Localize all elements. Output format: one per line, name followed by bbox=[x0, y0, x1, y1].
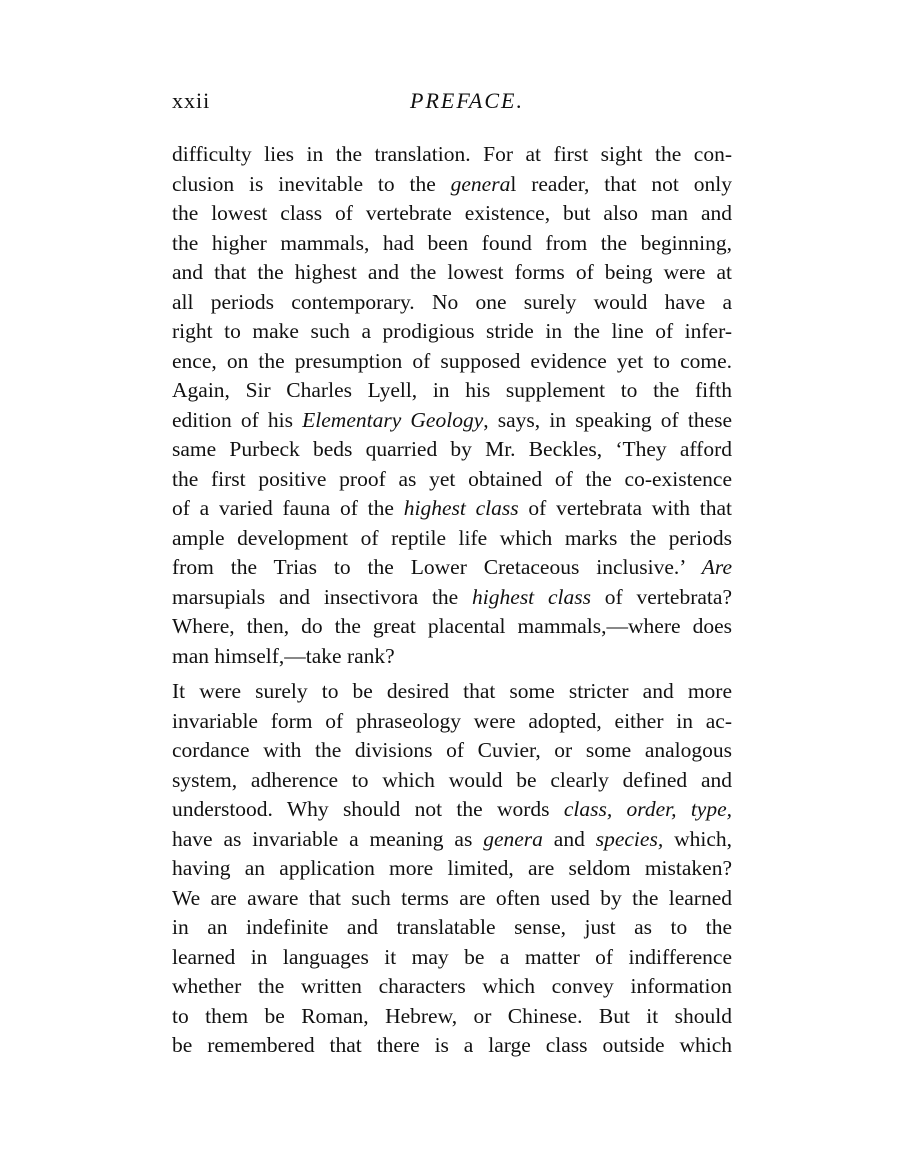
text-line: the higher mammals, had been found from the beginning, bbox=[172, 230, 732, 255]
paragraph-2 bbox=[172, 677, 732, 1061]
text-line: marsupials and insectivora the highest class of vertebrata? bbox=[172, 584, 732, 609]
running-head bbox=[172, 88, 732, 128]
text-line: Where, then, do the great placental mammals,—where does bbox=[172, 614, 732, 638]
body-text bbox=[172, 140, 732, 1061]
text-line: invariable form of phraseology were adopted, either in ac- bbox=[172, 708, 732, 733]
paragraph-1 bbox=[172, 140, 732, 671]
text-line: of a varied fauna of the highest class of vertebrata with that bbox=[172, 496, 733, 520]
text-line: difficulty lies in the translation. For at first sight the con- bbox=[172, 142, 732, 166]
text-line: understood. Why should not the words class, order, type, bbox=[172, 797, 732, 821]
text-line: whether the written characters which convey information bbox=[172, 974, 732, 998]
text-line: learned in languages it may be a matter of indifference bbox=[172, 944, 732, 969]
text-line: the first positive proof as yet obtained of the co-existence bbox=[172, 466, 732, 491]
text-line: clusion is inevitable to the general reader, that not only bbox=[172, 171, 732, 196]
text-line: ence, on the presumption of supposed evidence yet to come. bbox=[172, 348, 732, 373]
text-line: the lowest class of vertebrate existence, but also man and bbox=[172, 201, 732, 225]
text-line: We are aware that such terms are often used by the learned bbox=[172, 885, 732, 910]
text-line: same Purbeck beds quarried by Mr. Beckles, ‘They afford bbox=[172, 437, 732, 461]
text-line: all periods contemporary. No one surely would have a bbox=[172, 289, 732, 314]
text-line: It were surely to be desired that some stricter and more bbox=[172, 679, 732, 703]
text-line: right to make such a prodigious stride in the line of infer- bbox=[172, 319, 732, 343]
text-line: Again, Sir Charles Lyell, in his supplement to the fifth bbox=[172, 378, 732, 402]
text-line: edition of his Elementary Geology, says, in speaking of these bbox=[172, 407, 732, 432]
text-line: in an indefinite and translatable sense, just as to the bbox=[172, 915, 732, 939]
text-line: having an application more limited, are seldom mistaken? bbox=[172, 856, 732, 880]
text-line: be remembered that there is a large class outside which bbox=[172, 1033, 732, 1057]
text-line: system, adherence to which would be clearly defined and bbox=[172, 767, 732, 792]
text-line: man himself,—take rank? bbox=[172, 643, 395, 668]
page-number: xxii bbox=[172, 88, 211, 113]
text-line: to them be Roman, Hebrew, or Chinese. But it should bbox=[172, 1003, 732, 1028]
text-line: and that the highest and the lowest forms of being were at bbox=[172, 260, 732, 284]
text-line: have as invariable a meaning as genera and species, which, bbox=[172, 826, 732, 851]
text-line: ample development of reptile life which marks the periods bbox=[172, 525, 732, 550]
text-line: from the Trias to the Lower Cretaceous inclusive.’ Are bbox=[172, 555, 732, 579]
text-line: cordance with the divisions of Cuvier, or some analogous bbox=[172, 738, 732, 762]
running-title: PREFACE. bbox=[410, 88, 524, 113]
